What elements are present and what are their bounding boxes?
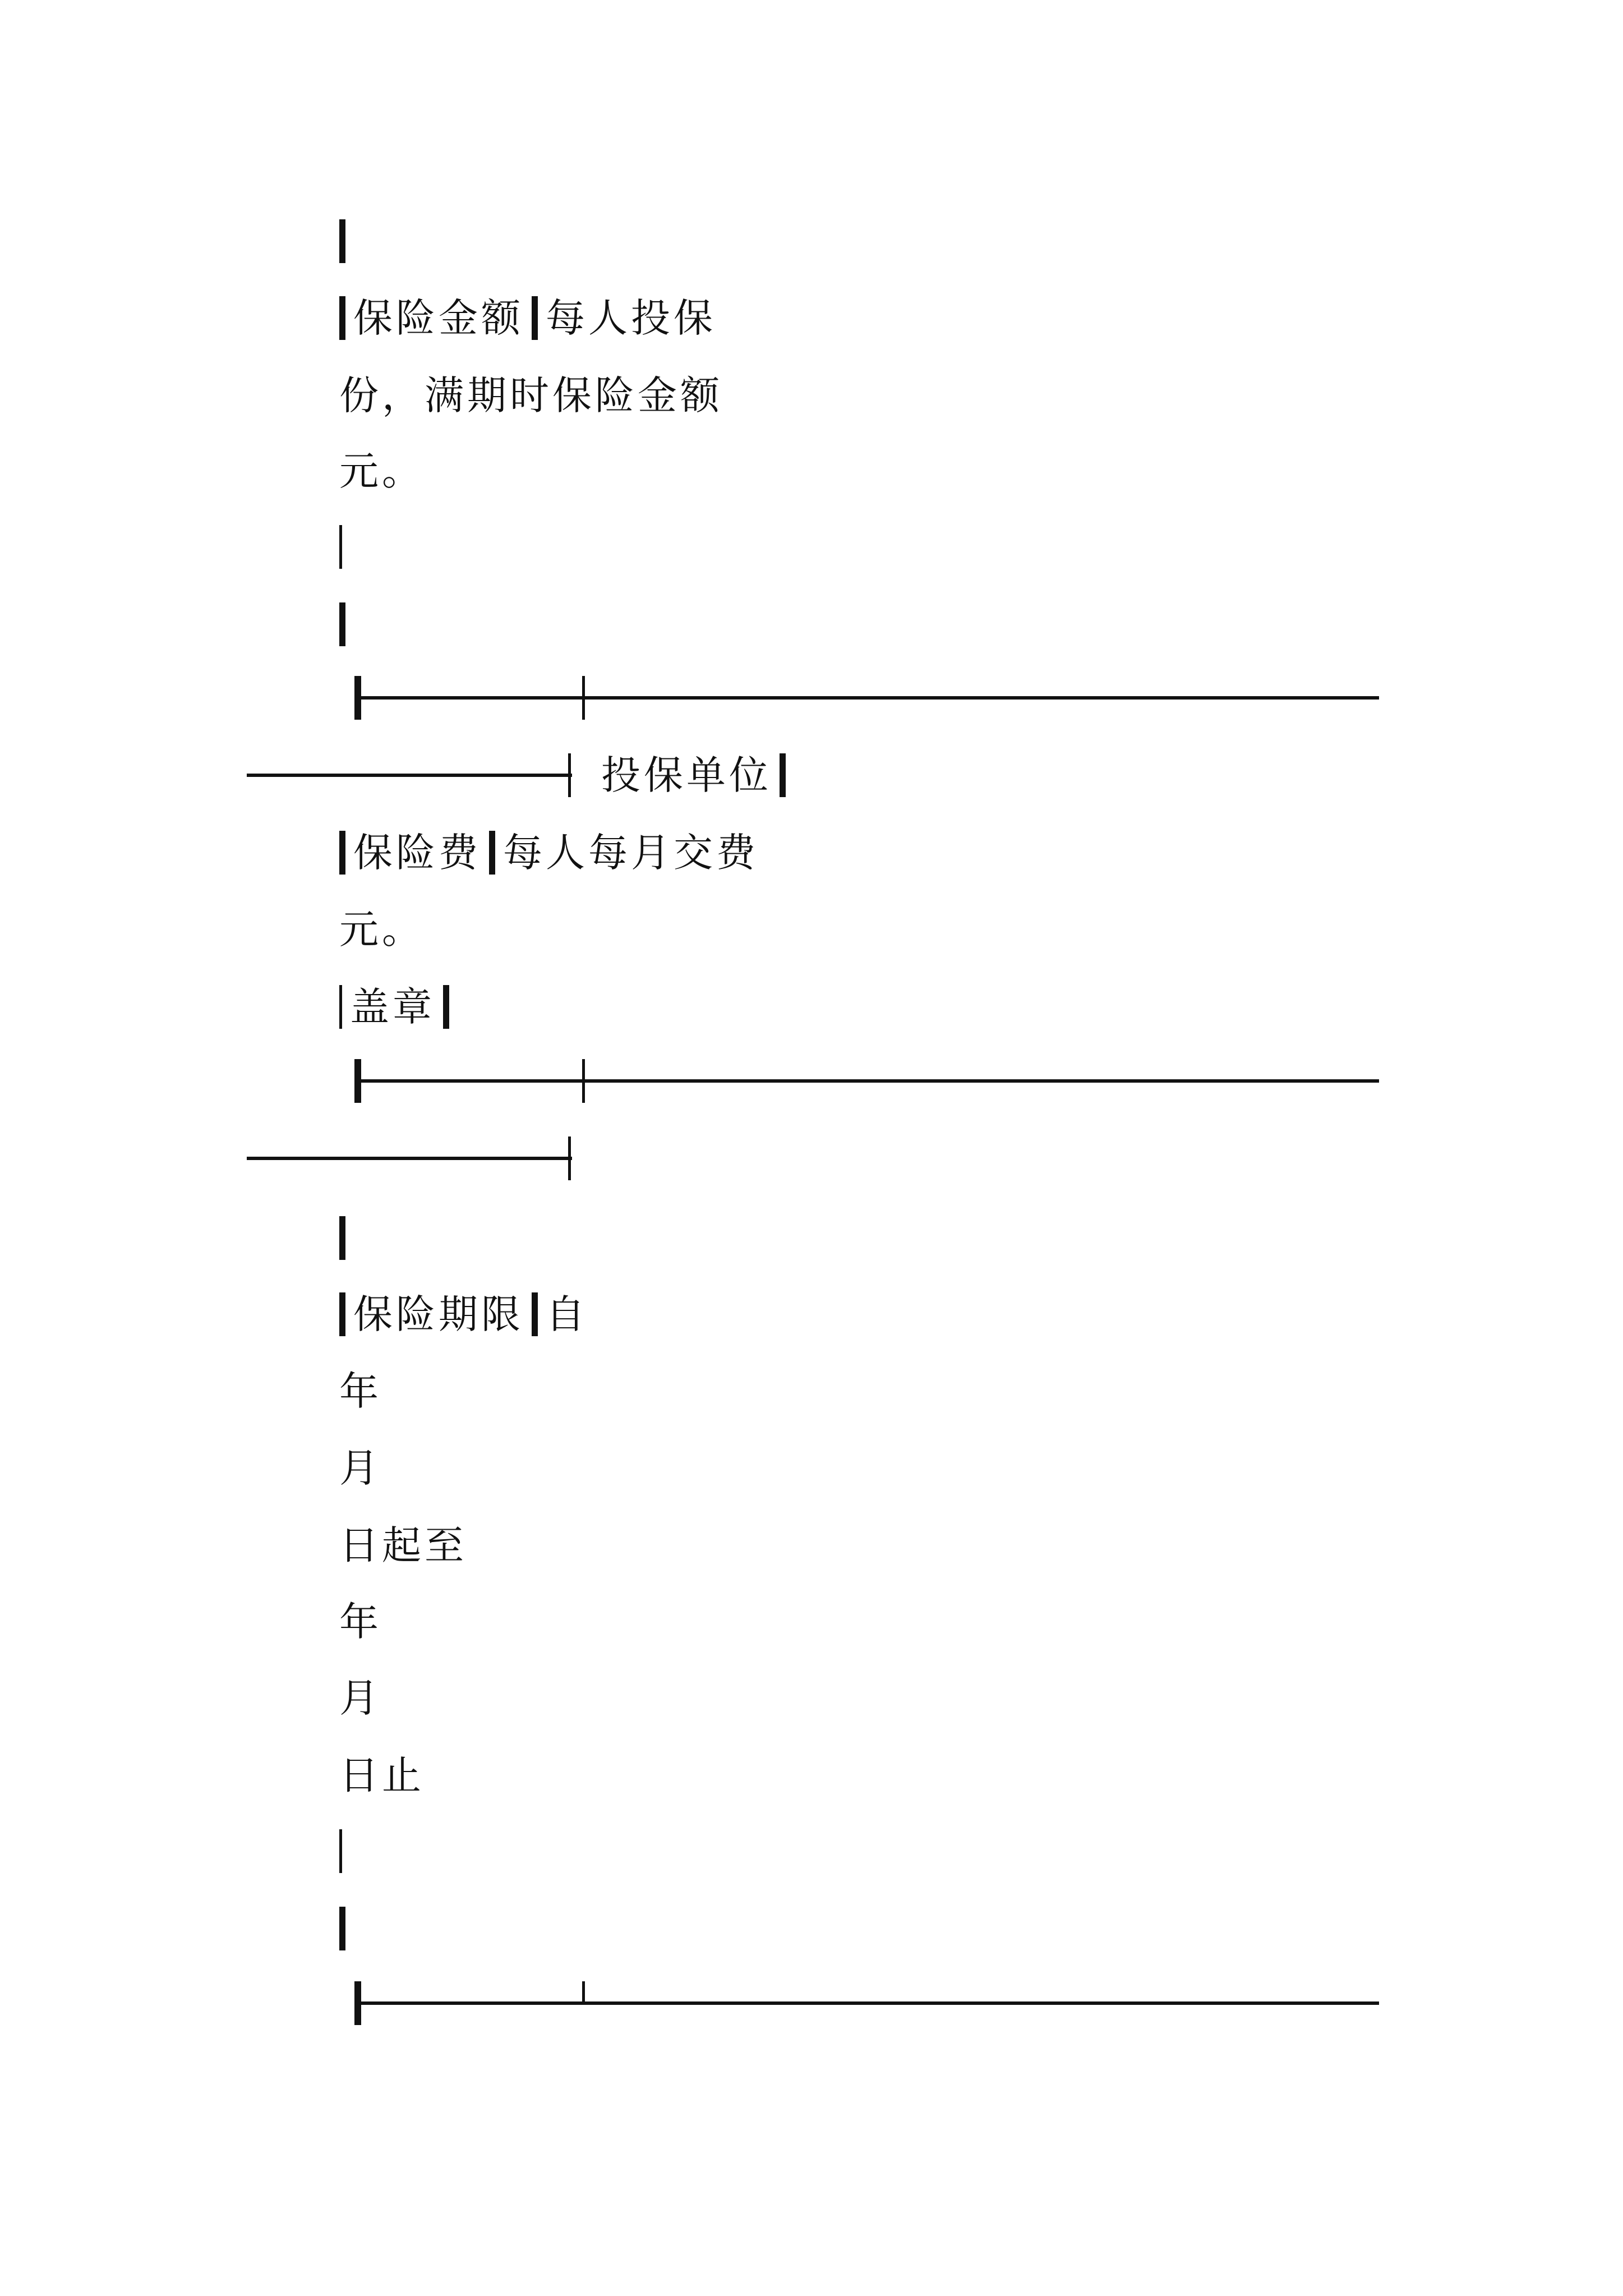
sum-insured-text-3: 元。	[339, 448, 425, 494]
sum-insured-text-2: 份，满期时保险金额	[339, 372, 723, 418]
period-label: 保险期限	[353, 1291, 524, 1337]
seal-row	[339, 982, 449, 1032]
border-line	[339, 216, 345, 266]
premium-text-2: 元。	[339, 907, 425, 953]
premium-text-1: 每人每月交费	[503, 830, 759, 876]
period-year-2: 年	[339, 1599, 382, 1645]
border-line	[339, 1826, 342, 1876]
period-from: 自	[546, 1291, 588, 1337]
seal-label: 盖章	[350, 984, 435, 1030]
period-row	[339, 1289, 596, 1340]
border-line	[339, 1213, 345, 1263]
period-month-2: 月	[339, 1675, 382, 1721]
premium-label: 保险费	[353, 830, 481, 876]
insured-unit-label: 投保单位	[601, 752, 772, 798]
period-day-2: 日止	[339, 1752, 425, 1798]
sum-insured-label: 保险金额	[353, 295, 524, 341]
sum-insured-text-1: 每人投保	[546, 295, 716, 341]
sum-insured-row	[339, 293, 724, 343]
premium-row	[339, 827, 767, 878]
period-month-1: 月	[339, 1445, 382, 1491]
border-line	[339, 522, 342, 572]
insured-unit-cell	[593, 750, 786, 800]
border-line	[339, 1903, 345, 1954]
border-line	[339, 599, 345, 650]
period-day-1: 日起至	[339, 1522, 467, 1568]
period-year-1: 年	[339, 1368, 382, 1414]
